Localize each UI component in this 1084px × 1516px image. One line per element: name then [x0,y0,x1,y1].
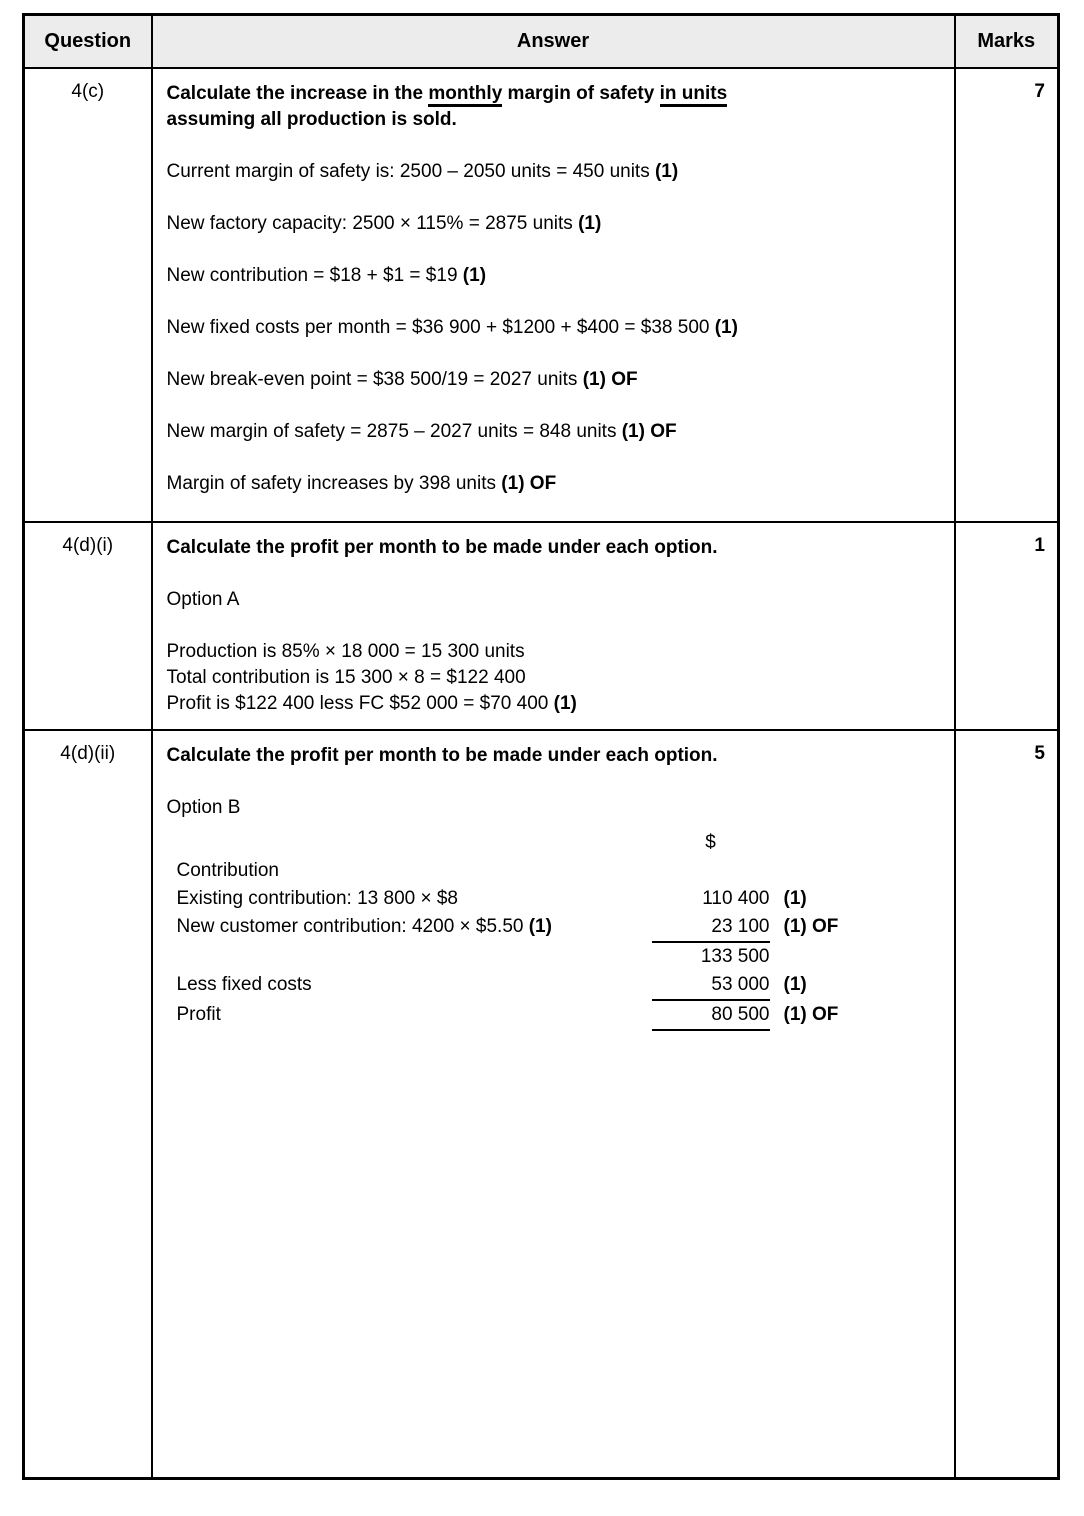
working-text: Production is 85% × 18 000 = 15 300 units [166,640,525,662]
mark-annotation: (1) OF [783,915,839,937]
statement-value-subtotal-ruled: 53 000 [652,971,770,1001]
requirement-title-4di: Calculate the profit per month to be made under each option. [166,536,718,558]
statement-label [177,1001,652,1029]
answer-column-header: Answer [152,15,955,68]
title-text: assuming all production is sold. [166,108,457,130]
currency-symbol: $ [705,831,716,853]
working-text: Margin of safety increases by 398 units [166,472,502,494]
title-underlined-text: in units [660,83,728,107]
mark-annotation: (1) [783,973,807,995]
table-row-4di [24,522,1059,730]
statement-value-total-ruled: 80 500 [652,1001,770,1031]
mark-annotation: (1) OF [501,472,557,494]
question-number-4dii: 4(d)(ii) [24,730,152,1479]
statement-text: New customer contribution: 4200 × $5.50 [176,915,529,937]
mark-annotation: (1) OF [621,420,677,442]
statement-row [177,943,882,971]
marks-column-header: Marks [955,15,1059,68]
working-line [167,639,940,665]
answer-cell-4di [152,522,955,730]
mark-annotation: (1) [578,212,602,234]
statement-text: Profit [176,1003,221,1025]
answer-cell-4dii [152,730,955,1479]
mark-scheme-table [22,13,1060,1480]
mark-annotation: (1) [783,887,807,909]
title-text: margin of safety [502,82,660,104]
working-line [167,211,940,237]
working-line [167,367,940,393]
mark-annotation: (1) [528,915,552,937]
mark-annotation: (1) OF [582,368,638,390]
working-text: Total contribution is 15 300 × 8 = $122 400 [166,666,526,688]
working-block [167,639,940,717]
statement-row [177,857,882,885]
marks-value-4c: 7 [955,68,1059,522]
statement-text: Less fixed costs [176,973,312,995]
working-text: Current margin of safety is: 2500 – 2050 units = 450 units [166,160,655,182]
statement-text: Existing contribution: 13 800 × $8 [176,887,458,909]
working-line [167,263,940,289]
requirement-title-4dii: Calculate the profit per month to be made under each option. [166,744,718,766]
statement-label [177,885,652,913]
requirement-title-4c [167,81,940,133]
working-text: New margin of safety = 2875 – 2027 units = 848 units [166,420,622,442]
table-header-row [24,15,1059,68]
marks-value-4di: 1 [955,522,1059,730]
marks-value-4dii: 5 [955,730,1059,1479]
answer-cell-4c [152,68,955,522]
statement-row [177,971,882,1001]
statement-currency-row [177,829,882,857]
working-line [167,159,940,185]
mark-annotation: (1) OF [783,1003,839,1025]
mark-annotation: (1) [714,316,738,338]
title-underlined-text: monthly [428,83,502,107]
mark-scheme-page [0,13,1084,1516]
statement-value-subtotal-ruled: 23 100 [652,913,770,943]
mark-annotation: (1) [462,264,487,286]
statement-label [177,971,652,999]
working-text: New factory capacity: 2500 × 115% = 2875 units [166,212,579,234]
statement-row [177,913,882,943]
mark-annotation: (1) [654,160,679,182]
working-line [167,665,940,691]
working-text: New fixed costs per month = $36 900 + $1200 + $400 = $38 500 [166,316,715,338]
question-number-4c: 4(c) [24,68,152,522]
question-column-header: Question [24,15,152,68]
mark-annotation: (1) [553,692,577,714]
working-text: New contribution = $18 + $1 = $19 [166,264,463,286]
statement-text: Contribution [176,859,279,881]
working-line [167,315,940,341]
working-text: New break-even point = $38 500/19 = 2027 units [166,368,583,390]
statement-row [177,885,882,913]
statement-value: 133 500 [700,945,770,967]
statement-label [177,857,652,885]
title-text: Calculate the increase in the [166,82,429,104]
option-b-statement-table [177,829,882,1031]
option-label: Option A [166,588,240,610]
working-line [167,471,940,497]
statement-row [177,1001,882,1031]
statement-value: 110 400 [702,887,770,909]
working-text: Profit is $122 400 less FC $52 000 = $70 400 [166,692,554,714]
table-row-4dii [24,730,1059,1479]
option-label: Option B [166,796,241,818]
table-row-4c [24,68,1059,522]
working-line [167,419,940,445]
working-line [167,691,940,717]
question-number-4di: 4(d)(i) [24,522,152,730]
statement-label [177,913,652,941]
